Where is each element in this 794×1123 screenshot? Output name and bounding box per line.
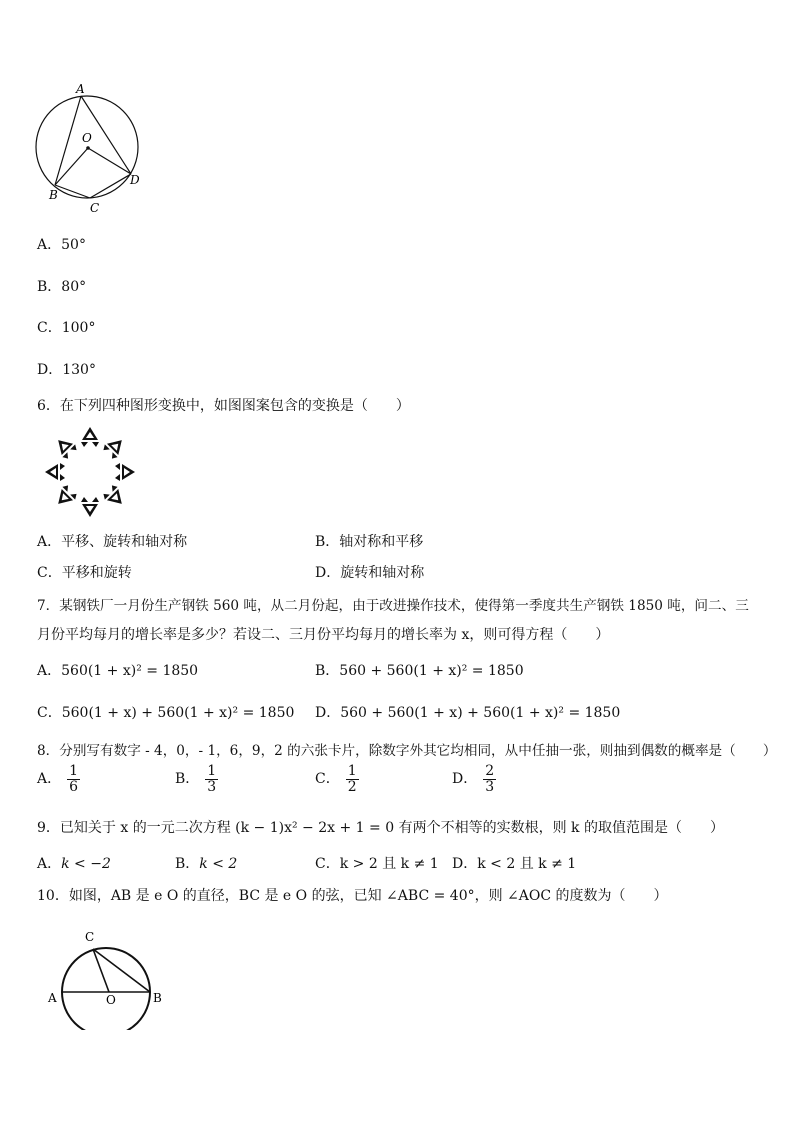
q10-label-a: A [48, 991, 57, 1005]
q5-option-b[interactable]: B．80° [37, 279, 87, 295]
q5-center-dot [86, 146, 90, 150]
q6-pattern-motif [115, 463, 135, 481]
q8-fraction-c: $\frac{1}{2}$ [347, 763, 357, 795]
q5-label-b: B [49, 188, 58, 202]
q6-stem: 6．在下列四种图形变换中，如图图案包含的变换是（ ） [37, 398, 410, 414]
q6-option-a[interactable]: A．平移、旋转和轴对称 [37, 534, 188, 550]
q9-option-a[interactable]: A．k < −2 [37, 856, 111, 872]
q5-label-c: C [90, 201, 100, 215]
q6-option-b[interactable]: B．轴对称和平移 [315, 534, 424, 550]
q8-fraction-d: $\frac{2}{3}$ [485, 763, 495, 795]
q10-circle [62, 948, 150, 1030]
q5-option-d[interactable]: D．130° [37, 362, 96, 378]
q10-label-o: O [106, 993, 116, 1007]
q7-stem-line1: 7．某钢铁厂一月份生产钢铁 560 吨，从二月份起，由于改进操作技术，使得第一季度共生产钢铁 1850 吨，问二、三 [37, 598, 749, 614]
q5-option-c[interactable]: C．100° [37, 320, 96, 336]
q10-label-c: C [85, 930, 95, 944]
q8-stem: 8．分别写有数字 - 4，0，- 1，6，9，2 的六张卡片，除数字外其它均相同，从中任抽一张，则抽到偶数的概率是（ ） [37, 743, 777, 759]
q8-fraction-b: $\frac{1}{3}$ [207, 763, 217, 795]
q9-option-d[interactable]: D．k < 2 且 k ≠ 1 [452, 856, 577, 872]
q6-pattern-ring [45, 427, 135, 517]
q9-option-c[interactable]: C．k > 2 且 k ≠ 1 [315, 856, 439, 872]
q8-option-a[interactable]: A． $\frac{1}{6}$ [37, 763, 79, 795]
q5-chord-ab [55, 96, 81, 185]
q8-option-d[interactable]: D． $\frac{2}{3}$ [452, 763, 495, 795]
q6-pattern-motif [101, 434, 128, 461]
q6-option-d[interactable]: D．旋转和轴对称 [315, 565, 425, 581]
q5-label-o: O [82, 131, 92, 145]
q6-pattern-motif [101, 483, 128, 510]
q6-option-c[interactable]: C．平移和旋转 [37, 565, 132, 581]
q7-stem-line2: 月份平均每月的增长率是多少？若设二、三月份平均每月的增长率为 x，则可得方程（ ） [37, 627, 610, 643]
q6-pattern-motif [45, 463, 65, 481]
q6-pattern-figure [38, 422, 142, 522]
q5-chord-cd [90, 174, 131, 198]
q8-fraction-a: $\frac{1}{6}$ [69, 763, 79, 795]
q7-option-b[interactable]: B．560 + 560(1 + x)² = 1850 [315, 663, 524, 679]
q7-option-c[interactable]: C．560(1 + x) + 560(1 + x)² = 1850 [37, 705, 295, 721]
q7-option-a[interactable]: A．560(1 + x)² = 1850 [37, 663, 199, 679]
q6-pattern-motif [81, 497, 99, 517]
q10-stem: 10．如图，AB 是 e O 的直径，BC 是 e O 的弦，已知 ∠ABC = 40°，则 ∠AOC 的度数为（ ） [37, 888, 668, 904]
q5-radius-od [88, 148, 131, 174]
q10-label-b: B [153, 991, 162, 1005]
q5-label-a: A [76, 82, 85, 96]
q5-label-d: D [130, 173, 140, 187]
q6-pattern-motif [52, 434, 79, 461]
q6-pattern-motif [81, 427, 99, 447]
q8-option-c[interactable]: C． $\frac{1}{2}$ [315, 763, 357, 795]
q7-option-d[interactable]: D．560 + 560(1 + x) + 560(1 + x)² = 1850 [315, 705, 621, 721]
q5-option-a[interactable]: A．50° [37, 237, 86, 253]
q9-option-b[interactable]: B．k < 2 [175, 856, 238, 872]
q8-option-b[interactable]: B． $\frac{1}{3}$ [175, 763, 217, 795]
q5-circle-figure [30, 80, 155, 215]
q9-stem: 9．已知关于 x 的一元二次方程 (k − 1)x² − 2x + 1 = 0 有两个不相等的实数根，则 k 的取值范围是（ ） [37, 820, 724, 836]
q10-circle-figure [45, 925, 170, 1030]
q6-pattern-motif [52, 483, 79, 510]
